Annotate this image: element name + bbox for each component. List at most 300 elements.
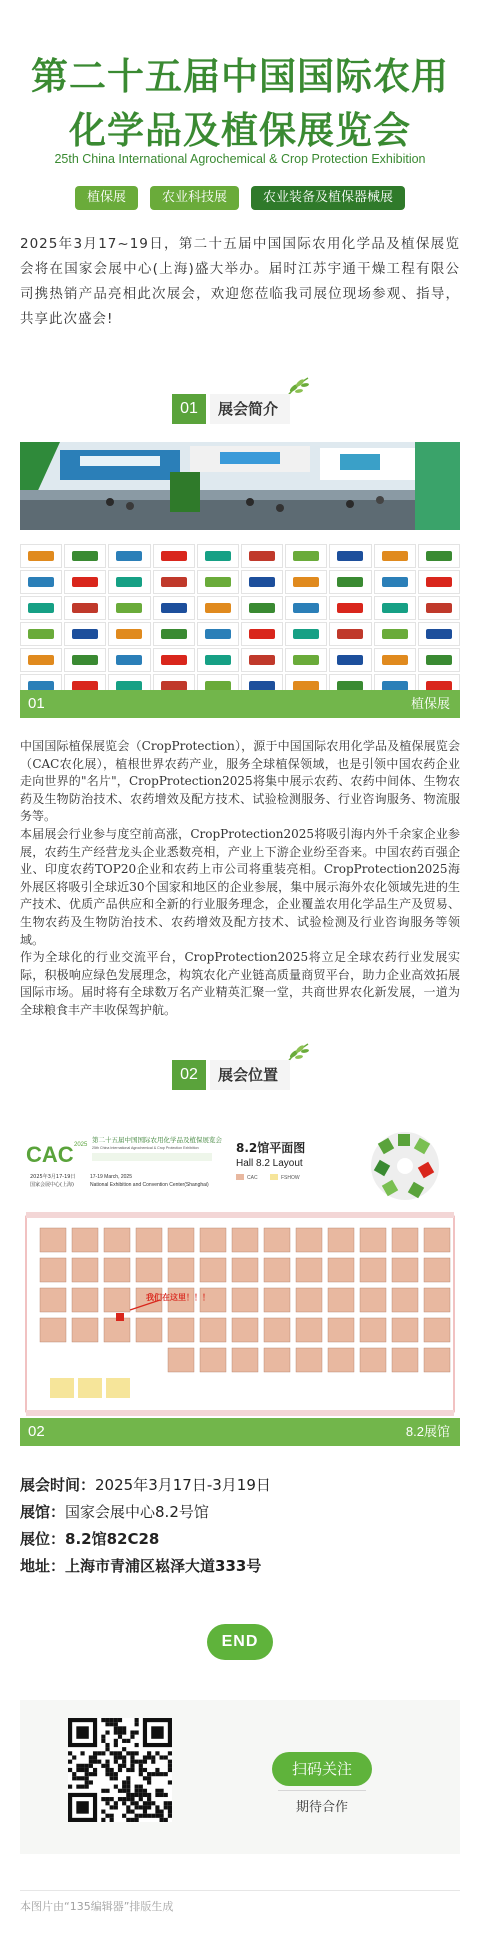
exhibitor-logo: [241, 596, 283, 620]
logo-mark: [249, 577, 275, 587]
plan-venue-en: National Exhibition and Convention Center(Shanghai): [90, 1182, 209, 1188]
logo-mark: [28, 603, 54, 613]
qr-module: [130, 1755, 134, 1759]
hall-floor-plan: [20, 1128, 460, 1418]
qr-module: [118, 1755, 122, 1759]
logo-mark: [382, 603, 408, 613]
booth-block: [264, 1228, 290, 1252]
qr-module: [155, 1810, 159, 1814]
qr-module: [143, 1760, 147, 1764]
qr-module: [80, 1785, 84, 1789]
qr-module: [105, 1797, 109, 1801]
logo-mark: [249, 655, 275, 665]
exhibitor-logo: [153, 674, 195, 690]
qr-module: [118, 1735, 122, 1739]
exhibitor-logo: [329, 648, 371, 672]
qr-module: [168, 1814, 172, 1818]
plan-hall-en: Hall 8.2 Layout: [236, 1158, 303, 1169]
qr-module: [155, 1793, 159, 1797]
logo-mark: [116, 681, 142, 690]
qr-module: [114, 1743, 118, 1747]
exhibition-photo-strip: [20, 442, 460, 530]
exhibitor-logo: [285, 648, 327, 672]
qr-module: [135, 1730, 139, 1734]
qr-module: [130, 1818, 134, 1822]
booth-block: [232, 1228, 258, 1252]
qr-module: [143, 1768, 147, 1772]
exhibitor-logo: [64, 596, 106, 620]
info-booth: [20, 1526, 460, 1553]
booth-block: [72, 1288, 98, 1312]
section-heading-location: [0, 1054, 480, 1094]
booth-block: [328, 1258, 354, 1282]
qr-module: [126, 1768, 130, 1772]
info-address-value: 上海市青浦区崧泽大道333号: [65, 1557, 262, 1575]
exhibitor-logo: [108, 570, 150, 594]
logo-mark: [72, 681, 98, 690]
qr-module: [122, 1789, 126, 1793]
exhibitor-logo: [329, 570, 371, 594]
logo-mark: [28, 681, 54, 690]
exhibitor-logo: [64, 674, 106, 690]
qr-module: [139, 1764, 143, 1768]
qr-module: [101, 1764, 105, 1768]
qr-module: [126, 1739, 130, 1743]
booth-block: [296, 1348, 322, 1372]
logo-mark: [205, 577, 231, 587]
exhibitor-logo: [108, 544, 150, 568]
qr-module: [118, 1718, 122, 1722]
section-number: 02: [172, 1060, 206, 1090]
qr-module: [147, 1751, 151, 1755]
exhibitor-logo: [108, 648, 150, 672]
section-bar-location: [20, 1418, 460, 1446]
booth-block: [232, 1258, 258, 1282]
qr-module: [160, 1818, 164, 1822]
qr-module: [164, 1805, 168, 1809]
info-address: [20, 1553, 460, 1580]
qr-module: [89, 1780, 93, 1784]
qr-module: [143, 1805, 147, 1809]
qr-module: [143, 1789, 147, 1793]
tag-agri-equipment: 农业装备及植保器械展: [251, 186, 405, 210]
exhibitor-logo: [197, 622, 239, 646]
booth-block: [104, 1288, 130, 1312]
logo-mark: [382, 655, 408, 665]
logo-mark: [116, 655, 142, 665]
legend-swatch-fshow: [270, 1174, 278, 1180]
booth-block: [392, 1348, 418, 1372]
exhibition-title-en: 25th China International Agrochemical & Crop Protection Exhibition: [54, 152, 426, 166]
qr-module: [114, 1726, 118, 1730]
logo-mark: [205, 603, 231, 613]
logo-mark: [249, 629, 275, 639]
qr-module: [143, 1801, 147, 1805]
booth-block: [136, 1318, 162, 1342]
qr-module: [114, 1755, 118, 1759]
section-heading-intro: [0, 388, 480, 428]
booth-block: [328, 1348, 354, 1372]
qr-module: [155, 1751, 159, 1755]
booth-block: [104, 1228, 130, 1252]
qr-module: [139, 1789, 143, 1793]
booth-block: [168, 1318, 194, 1342]
qr-module: [139, 1814, 143, 1818]
booth-block: [168, 1348, 194, 1372]
floor-plan-graphic: [20, 1128, 460, 1418]
qr-module: [110, 1814, 114, 1818]
exhibitor-logo: [285, 674, 327, 690]
logo-mark: [28, 629, 54, 639]
qr-module: [160, 1814, 164, 1818]
plan-year: 2025: [74, 1142, 88, 1148]
qr-module: [122, 1747, 126, 1751]
exhibitor-logo: [285, 596, 327, 620]
logo-mark: [72, 629, 98, 639]
venue-mini-map: [371, 1132, 439, 1200]
qr-module: [130, 1793, 134, 1797]
qr-module: [118, 1730, 122, 1734]
booth-block: [296, 1318, 322, 1342]
qr-module: [114, 1730, 118, 1734]
qr-module: [105, 1789, 109, 1793]
logo-mark: [382, 681, 408, 690]
booth-block: [424, 1258, 450, 1282]
qr-module: [105, 1772, 109, 1776]
booth-block: [40, 1318, 66, 1342]
logo-mark: [28, 577, 54, 587]
logo-mark: [426, 551, 452, 561]
booth-block: [392, 1228, 418, 1252]
booth-block: [328, 1228, 354, 1252]
exhibitor-logo: [20, 674, 62, 690]
booth-block: [264, 1288, 290, 1312]
qr-module: [110, 1768, 114, 1772]
exhibitor-logo-grid: [20, 544, 460, 690]
logo-mark: [249, 603, 275, 613]
exhibitor-logo: [108, 596, 150, 620]
qr-module: [168, 1751, 172, 1755]
logo-mark: [337, 655, 363, 665]
logo-mark: [293, 603, 319, 613]
qr-module: [130, 1797, 134, 1801]
qr-module: [168, 1768, 172, 1772]
qr-module: [147, 1814, 151, 1818]
qr-module: [93, 1755, 97, 1759]
divider: [278, 1790, 366, 1791]
booth-block: [200, 1228, 226, 1252]
qr-module: [126, 1797, 130, 1801]
qr-module: [93, 1772, 97, 1776]
qr-module: [76, 1785, 80, 1789]
qr-module: [114, 1785, 118, 1789]
qr-module: [118, 1751, 122, 1755]
scan-subtitle: 期待合作: [295, 1800, 348, 1815]
qr-module: [151, 1772, 155, 1776]
qr-module: [80, 1764, 84, 1768]
qr-module: [126, 1793, 130, 1797]
booth-block: [40, 1288, 66, 1312]
logo-mark: [337, 551, 363, 561]
qr-module: [135, 1814, 139, 1818]
exhibitor-logo: [197, 544, 239, 568]
qr-module: [76, 1726, 88, 1738]
qr-module: [168, 1764, 172, 1768]
qr-module: [97, 1751, 101, 1755]
qr-module: [114, 1751, 118, 1755]
qr-module: [118, 1726, 122, 1730]
qr-module: [122, 1797, 126, 1801]
plan-heading-en: 25th China International Agrochemical & Crop Protection Exhibition: [92, 1146, 199, 1150]
exhibitor-logo: [418, 544, 460, 568]
qr-module: [68, 1751, 72, 1755]
exhibitor-logo: [64, 570, 106, 594]
tag-crop-protection: 植保展: [75, 186, 138, 210]
qr-module: [168, 1780, 172, 1784]
info-hall-value: 国家会展中心8.2号馆: [65, 1503, 209, 1521]
qr-module: [126, 1805, 130, 1809]
logo-mark: [205, 655, 231, 665]
qr-module: [147, 1772, 151, 1776]
qr-module: [130, 1760, 134, 1764]
booth-block: [392, 1258, 418, 1282]
qr-module: [101, 1739, 105, 1743]
booth-block: [72, 1258, 98, 1282]
qr-module: [89, 1764, 93, 1768]
qr-module: [114, 1739, 118, 1743]
plan-date-cn: 2025年3月17-19日: [30, 1174, 76, 1180]
exhibitor-logo: [329, 596, 371, 620]
qr-module: [164, 1818, 168, 1822]
booth-block: [424, 1228, 450, 1252]
booth-block: [40, 1228, 66, 1252]
qr-module: [147, 1755, 151, 1759]
exhibitor-logo: [153, 544, 195, 568]
qr-module: [76, 1801, 88, 1813]
qr-module: [168, 1810, 172, 1814]
qr-module: [147, 1793, 151, 1797]
logo-mark: [161, 551, 187, 561]
logo-mark: [205, 681, 231, 690]
booth-block: [392, 1288, 418, 1312]
section-number: 01: [172, 394, 206, 424]
qr-module: [110, 1772, 114, 1776]
qr-module: [126, 1818, 130, 1822]
info-hall: [20, 1499, 460, 1526]
qr-module: [155, 1768, 159, 1772]
qr-module: [135, 1785, 139, 1789]
logo-mark: [293, 681, 319, 690]
qr-module: [160, 1755, 164, 1759]
logo-mark: [72, 577, 98, 587]
qr-module: [110, 1751, 114, 1755]
qr-module: [105, 1730, 109, 1734]
plan-heading-cn: 第二十五届中国国际农用化学品及植保展览会: [92, 1136, 222, 1144]
qr-module: [72, 1776, 76, 1780]
qr-module: [110, 1776, 114, 1780]
info-time-value: 2025年3月17日-3月19日: [95, 1476, 271, 1494]
exhibitor-logo: [64, 544, 106, 568]
qr-module: [143, 1793, 147, 1797]
logo-mark: [249, 551, 275, 561]
booth-block: [200, 1258, 226, 1282]
booth-block: [328, 1318, 354, 1342]
qr-module: [147, 1776, 151, 1780]
exhibitor-logo: [241, 570, 283, 594]
qr-module: [114, 1722, 118, 1726]
booth-block: [104, 1258, 130, 1282]
exhibitor-logo: [197, 596, 239, 620]
exhibitor-logo: [418, 570, 460, 594]
logo-mark: [161, 681, 187, 690]
booth-block: [136, 1258, 162, 1282]
qr-module: [130, 1730, 134, 1734]
exhibitor-logo: [329, 674, 371, 690]
booth-block: [296, 1258, 322, 1282]
exhibition-description: [20, 738, 460, 1020]
qr-module: [68, 1760, 72, 1764]
qr-module: [101, 1718, 105, 1722]
qr-module: [130, 1735, 134, 1739]
fshow-area: [50, 1378, 130, 1398]
qr-module: [105, 1801, 109, 1805]
qr-module: [85, 1785, 89, 1789]
exhibitor-logo: [285, 622, 327, 646]
qr-module: [130, 1768, 134, 1772]
exhibitor-logo: [64, 648, 106, 672]
qr-module: [118, 1768, 122, 1772]
logo-mark: [293, 655, 319, 665]
logo-mark: [116, 551, 142, 561]
footer-credit: 本图片由“135编辑器”排版生成: [20, 1900, 174, 1913]
logo-mark: [382, 629, 408, 639]
qr-module: [72, 1772, 76, 1776]
booth-block: [360, 1348, 386, 1372]
logo-mark: [426, 577, 452, 587]
qr-module: [135, 1818, 139, 1822]
qr-module: [155, 1814, 159, 1818]
exhibitor-logo: [285, 544, 327, 568]
plan-logo: CAC: [26, 1142, 74, 1167]
logo-mark: [161, 603, 187, 613]
legend-swatch-cac: [236, 1174, 244, 1180]
logo-mark: [205, 629, 231, 639]
qr-module: [122, 1739, 126, 1743]
exhibitor-logo: [241, 544, 283, 568]
qr-module: [135, 1722, 139, 1726]
qr-module: [168, 1760, 172, 1764]
qr-module: [135, 1751, 139, 1755]
exhibitor-logo: [20, 622, 62, 646]
exhibitor-logo: [418, 622, 460, 646]
exhibitor-logo: [153, 648, 195, 672]
qr-module: [164, 1755, 168, 1759]
info-time: [20, 1472, 460, 1499]
qr-module: [97, 1760, 101, 1764]
plan-hall-cn: 8.2馆平面图: [236, 1141, 306, 1155]
qr-module: [68, 1768, 72, 1772]
booth-block: [296, 1228, 322, 1252]
info-booth-label: 展位：: [20, 1530, 66, 1548]
exhibitor-logo: [418, 674, 460, 690]
logo-mark: [426, 655, 452, 665]
qr-module: [122, 1785, 126, 1789]
qr-module: [151, 1814, 155, 1818]
qr-module: [118, 1797, 122, 1801]
qr-module: [80, 1768, 84, 1772]
qr-module: [76, 1768, 80, 1772]
exhibitor-logo: [418, 648, 460, 672]
description-paragraph: 作为全球化的行业交流平台，CropProtection2025将立足全球农药行业发展实际，积极响应绿色发展理念，构筑农化产业链高质量商贸平台，助力企业高效拓展国际市场。届时将有全球数万名产业精英汇聚一堂，共商世界农化新发展，一道为全球粮食丰产丰收保驾护航。: [20, 950, 460, 1017]
qr-module: [164, 1801, 168, 1805]
qr-module: [143, 1755, 147, 1759]
qr-module: [151, 1801, 155, 1805]
qr-module: [135, 1805, 139, 1809]
section-bar-intro: [20, 690, 460, 718]
scan-follow-button[interactable]: 扫码关注: [272, 1752, 372, 1786]
booth-block: [424, 1348, 450, 1372]
exhibitor-logo: [20, 596, 62, 620]
qr-module: [110, 1722, 114, 1726]
booth-block: [360, 1228, 386, 1252]
qr-module: [101, 1797, 105, 1801]
qr-module: [160, 1789, 164, 1793]
qr-module: [105, 1747, 109, 1751]
exhibitor-logo: [197, 570, 239, 594]
qr-module: [164, 1793, 168, 1797]
booth-marker-text: 我们在这里！！！: [146, 1293, 210, 1302]
qr-module: [139, 1797, 143, 1801]
qr-module: [114, 1760, 118, 1764]
qr-module: [118, 1789, 122, 1793]
qr-module: [114, 1801, 118, 1805]
logo-mark: [72, 603, 98, 613]
qr-module: [114, 1772, 118, 1776]
our-booth-highlight: [116, 1313, 124, 1321]
qr-module: [130, 1810, 134, 1814]
booth-block: [264, 1348, 290, 1372]
qr-module: [160, 1793, 164, 1797]
qr-module: [114, 1776, 118, 1780]
qr-module: [122, 1780, 126, 1784]
exhibitor-logo: [374, 622, 416, 646]
qr-module: [80, 1776, 84, 1780]
tag-agri-tech: 农业科技展: [150, 186, 239, 210]
qr-module: [126, 1751, 130, 1755]
exhibitor-logo: [374, 596, 416, 620]
qr-module: [135, 1793, 139, 1797]
qr-module: [101, 1818, 105, 1822]
booth-block: [136, 1228, 162, 1252]
qr-module: [130, 1764, 134, 1768]
booth-block: [168, 1228, 194, 1252]
booth-block: [360, 1318, 386, 1342]
booth-block: [40, 1258, 66, 1282]
booth-block: [72, 1228, 98, 1252]
booth-block: [360, 1258, 386, 1282]
qr-module: [122, 1801, 126, 1805]
qr-module: [139, 1772, 143, 1776]
qr-module: [110, 1718, 114, 1722]
qr-module: [135, 1760, 139, 1764]
logo-mark: [116, 629, 142, 639]
booth-block: [232, 1288, 258, 1312]
booth-block: [264, 1318, 290, 1342]
exhibitor-logo: [241, 622, 283, 646]
qr-module: [130, 1801, 134, 1805]
booth-block: [200, 1318, 226, 1342]
booth-block: [104, 1318, 130, 1342]
